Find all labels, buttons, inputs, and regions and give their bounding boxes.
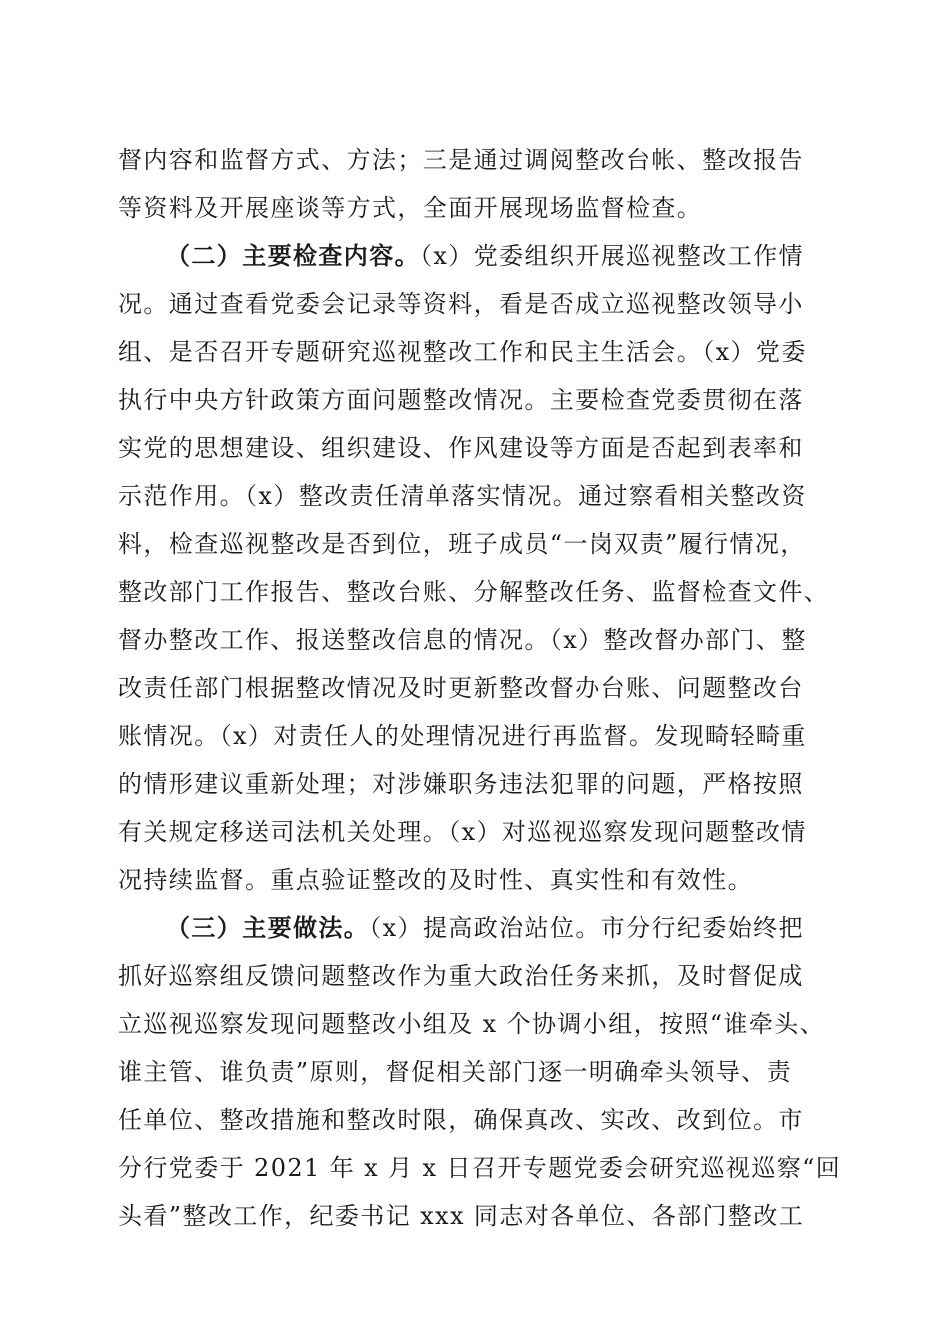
text-line-16: 况持续监督。重点验证整改的及时性、真实性和有效性。 bbox=[118, 866, 753, 894]
section-3-first-text: （x）提高政治站位。市分行纪委始终把 bbox=[369, 914, 804, 942]
text-line-8: 示范作用。（x）整改责任清单落实情况。通过察看相关整改资 bbox=[118, 482, 807, 510]
text-line-14: 的情形建议重新处理；对涉嫌职务违法犯罪的问题，严格按照 bbox=[118, 770, 804, 798]
text-line-21: 任单位、整改措施和整改时限，确保真改、实改、改到位。市 bbox=[118, 1106, 804, 1134]
text-line-6: 执行中央方针政策方面问题整改情况。主要检查党委贯彻在落 bbox=[118, 386, 804, 414]
text-line-10: 整改部门工作报告、整改台账、分解整改任务、监督检查文件、 bbox=[118, 578, 830, 606]
text-line-2: 等资料及开展座谈等方式，全面开展现场监督检查。 bbox=[118, 194, 703, 222]
text-line-7: 实党的思想建设、组织建设、作风建设等方面是否起到表率和 bbox=[118, 434, 804, 462]
text-line-12: 改责任部门根据整改情况及时更新整改督办台账、问题整改台 bbox=[118, 674, 804, 702]
text-line-1: 督内容和监督方式、方法；三是通过调阅整改台帐、整改报告 bbox=[118, 146, 804, 174]
text-line-4: 况。通过查看党委会记录等资料，看是否成立巡视整改领导小 bbox=[118, 290, 804, 318]
text-line-9: 料，检查巡视整改是否到位，班子成员“一岗双责”履行情况， bbox=[118, 530, 806, 558]
text-line-11: 督办整改工作、报送整改信息的情况。（x）整改督办部门、整 bbox=[118, 626, 807, 654]
text-line-18: 抓好巡察组反馈问题整改作为重大政治任务来抓，及时督促成 bbox=[118, 962, 804, 990]
text-line-20: 谁主管、谁负责”原则，督促相关部门逐一明确牵头领导、责 bbox=[118, 1058, 793, 1086]
text-line-5: 组、是否召开专题研究巡视整改工作和民主生活会。（x）党委 bbox=[118, 338, 807, 366]
text-line-13: 账情况。（x）对责任人的处理情况进行再监督。发现畸轻畸重 bbox=[118, 722, 807, 750]
section-2-first-text: （x）党委组织开展巡视整改工作情 bbox=[420, 242, 804, 270]
text-line-15: 有关规定移送司法机关处理。（x）对巡视巡察发现问题整改情 bbox=[118, 818, 807, 846]
section-3-first-line bbox=[166, 906, 838, 950]
text-line-23: 头看”整改工作，纪委书记 xxx 同志对各单位、各部门整改工 bbox=[118, 1202, 805, 1230]
text-line-22: 分行党委于 2021 年 x 月 x 日召开专题党委会研究巡视巡察“回 bbox=[118, 1154, 842, 1182]
section-2-heading: （二）主要检查内容。 bbox=[166, 241, 420, 270]
section-2-first-line bbox=[166, 234, 838, 278]
section-3-heading: （三）主要做法。 bbox=[166, 913, 370, 942]
text-line-19: 立巡视巡察发现问题整改小组及 x 个协调小组，按照“谁牵头、 bbox=[118, 1010, 826, 1038]
